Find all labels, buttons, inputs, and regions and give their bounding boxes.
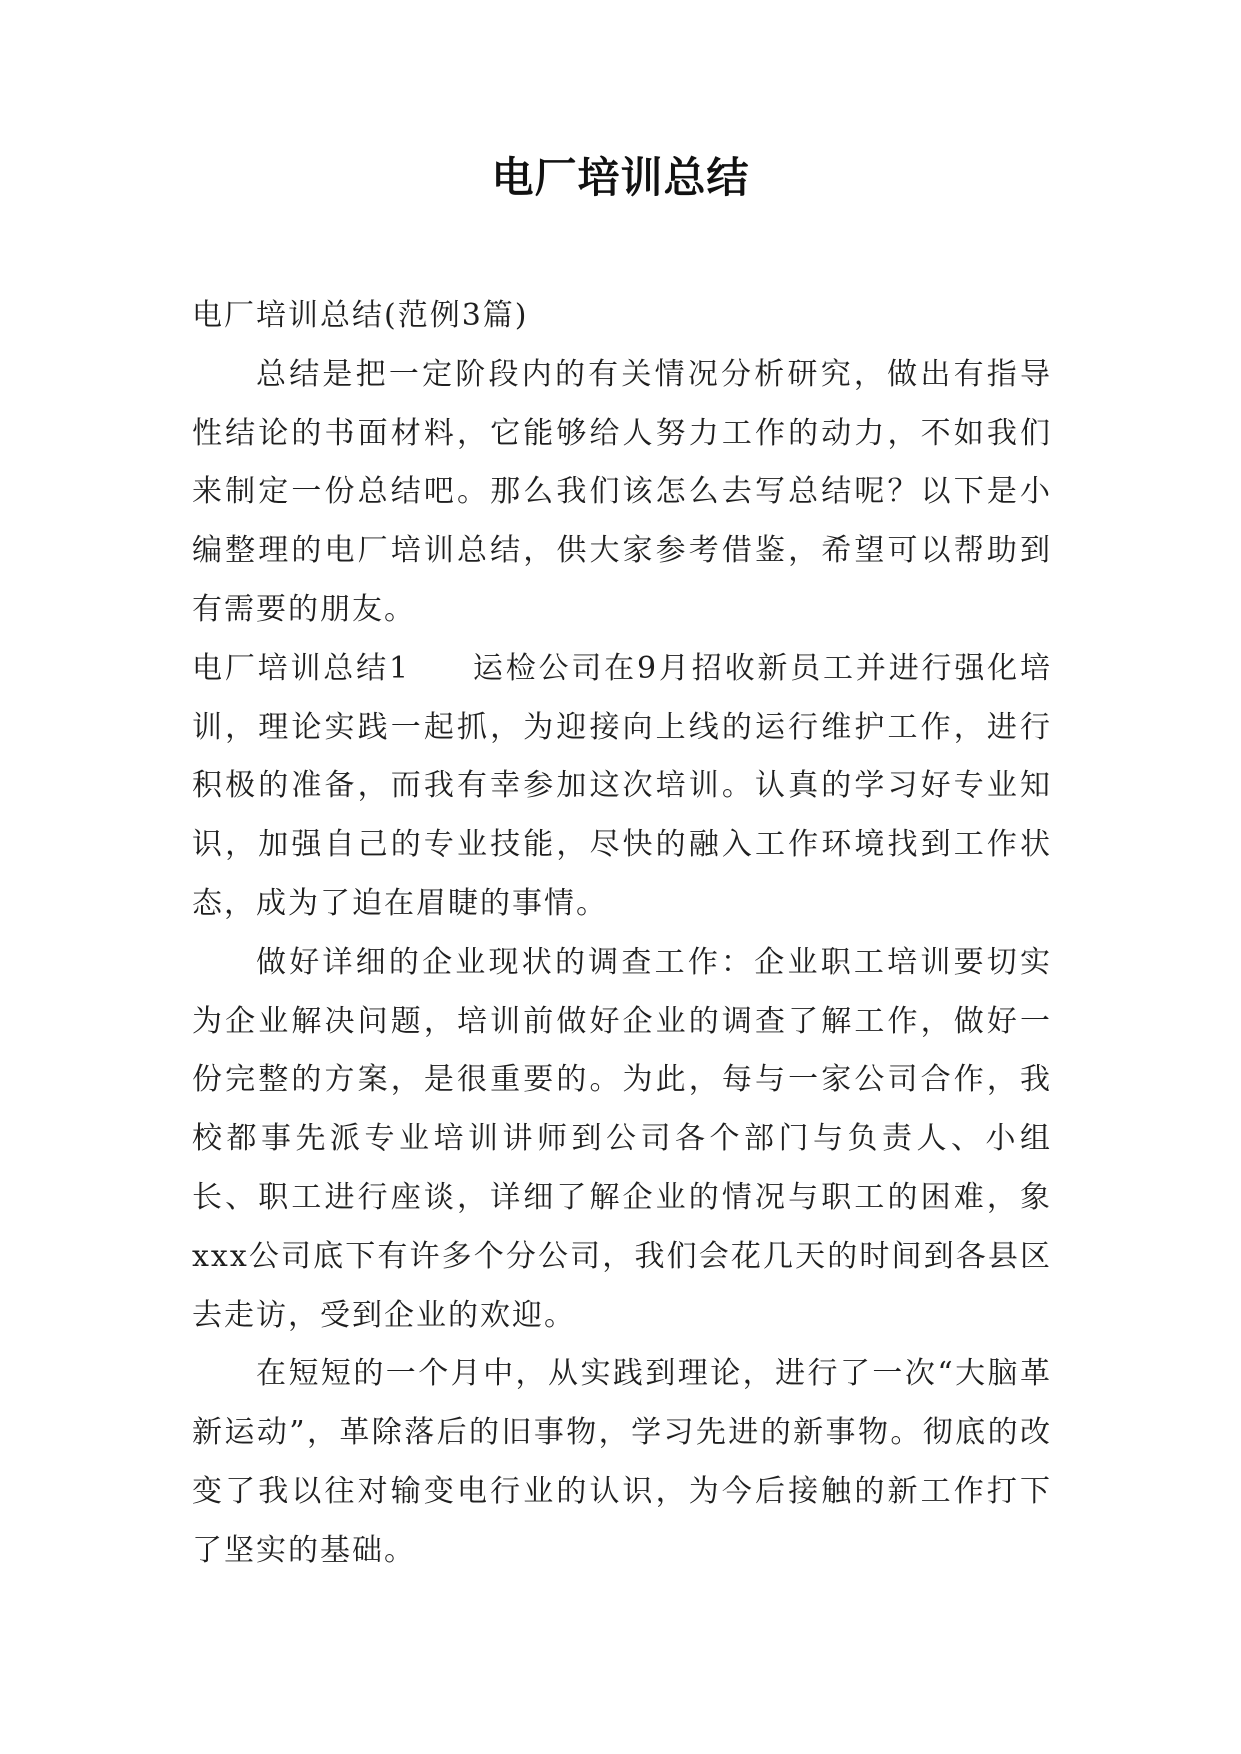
intro-paragraph: 总结是把一定阶段内的有关情况分析研究，做出有指导性结论的书面材料，它能够给人努力工作的动力，不如我们来制定一份总结吧。那么我们该怎么去写总结呢？以下是小编整理的电厂培训总结，供大家参考借鉴，希望可以帮助到有需要的朋友。 — [192, 356, 1052, 627]
paragraph-3: 在短短的一个月中，从实践到理论，进行了一次“大脑革新运动”，革除落后的旧事物，学习先进的新事物。彻底的改变了我以往对输变电行业的认识，为今后接触的新工作打下了坚实的基础。 — [192, 1356, 1052, 1568]
section-1-heading: 电厂培训总结1 — [192, 650, 411, 686]
document-subtitle: 电厂培训总结(范例3篇) — [192, 298, 529, 333]
section-1-paragraph — [192, 640, 1052, 934]
section-1-text: 运检公司在9月招收新员工并进行强化培训，理论实践一起抓，为迎接向上线的运行维护工作，进行积极的准备，而我有幸参加这次培训。认真的学习好专业知识，加强自己的专业技能，尽快的融入工作环境找到工作状态，成为了迫在眉睫的事情。 — [192, 650, 1052, 921]
paragraph-2: 做好详细的企业现状的调查工作：企业职工培训要切实为企业解决问题，培训前做好企业的调查了解工作，做好一份完整的方案，是很重要的。为此，每与一家公司合作，我校都事先派专业培训讲师到公司各个部门与负责人、小组长、职工进行座谈，详细了解企业的情况与职工的困难，象xxx公司底下有许多个分公司，我们会花几天的时间到各县区去走访，受到企业的欢迎。 — [192, 944, 1052, 1333]
document-title: 电厂培训总结 — [491, 153, 750, 202]
document-body — [192, 287, 1052, 1581]
